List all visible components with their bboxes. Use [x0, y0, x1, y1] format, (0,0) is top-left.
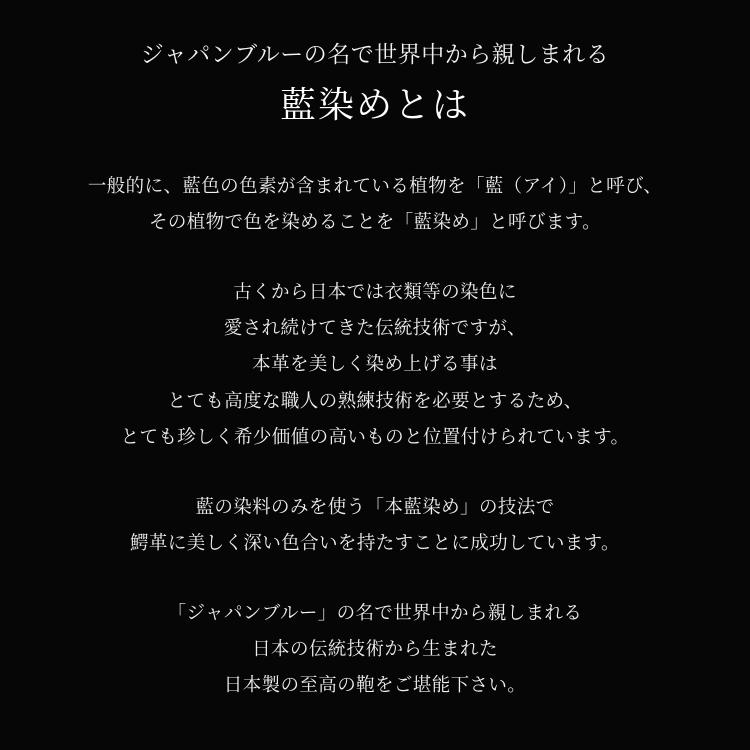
paragraph-line: 古くから日本では衣類等の染色に [233, 281, 517, 303]
paragraph-line: とても高度な職人の熟練技術を必要とするため、 [167, 389, 583, 411]
paragraph-line: 本革を美しく染め上げる事は [252, 353, 498, 375]
paragraph-line: 鰐革に美しく深い色合いを持たすことに成功しています。 [130, 531, 620, 553]
paragraph-line: 日本の伝統技術から生まれた [252, 637, 498, 659]
paragraph-line: 「ジャパンブルー」の名で世界中から親しまれる [167, 601, 583, 623]
paragraph-line: 日本製の至高の鞄をご堪能下さい。 [223, 673, 527, 695]
page-title: 藍染めとは [279, 84, 470, 126]
paragraph-line: とても珍しく希少価値の高いものと位置付けられています。 [120, 425, 630, 447]
paragraph-technique [20, 489, 730, 561]
paragraph-tradition [20, 274, 730, 454]
heading-block [141, 38, 610, 132]
paragraph-line: 愛され続けてきた伝統技術ですが、 [223, 317, 527, 339]
paragraph-line: 一般的に、藍色の色素が含まれている植物を「藍（アイ）」と呼び、 [87, 175, 663, 197]
paragraph-line: 藍の染料のみを使う「本藍染め」の技法で [195, 495, 555, 517]
page-subtitle: ジャパンブルーの名で世界中から親しまれる [140, 41, 610, 67]
paragraph-intro [20, 168, 730, 240]
paragraph-line: その植物で色を染めることを「藍染め」と呼びます。 [148, 211, 602, 233]
paragraph-closing [20, 595, 730, 703]
